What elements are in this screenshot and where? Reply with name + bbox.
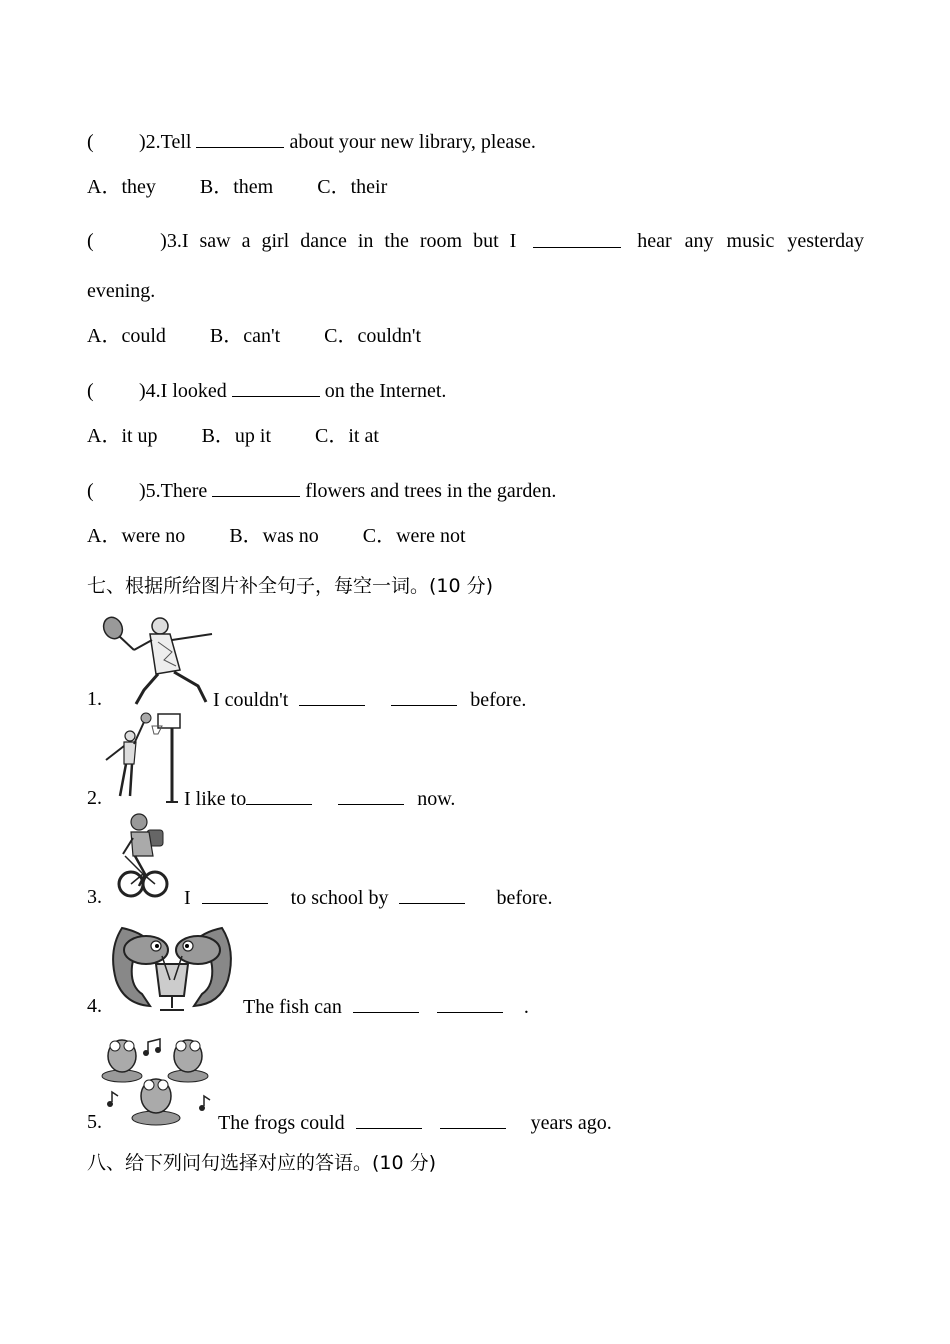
answer-blank[interactable] [353, 994, 419, 1013]
singing-frogs-icon [100, 1034, 218, 1130]
item-2-sentence [184, 786, 455, 811]
question-5-options [87, 524, 466, 548]
section-8-heading: 八、给下列问句选择对应的答语。(10 分) [87, 1152, 437, 1174]
sentence-post: . [523, 996, 529, 1018]
sentence-post: before. [470, 689, 527, 711]
sentence-pre: I [184, 887, 191, 909]
answer-blank[interactable] [391, 687, 457, 706]
answer-blank[interactable] [212, 478, 300, 497]
option-a: A．it up [87, 425, 158, 447]
question-3 [87, 229, 864, 253]
answer-blank[interactable] [196, 129, 284, 148]
option-b: B．was no [229, 525, 319, 547]
item-1-number: 1. [87, 688, 102, 710]
option-c: C．couldn't [324, 325, 422, 347]
fish-drinking-icon [102, 920, 242, 1016]
question-2-options [87, 175, 387, 199]
badminton-player-icon [100, 612, 215, 708]
sentence-post: years ago. [530, 1112, 612, 1134]
question-stem-post: hear any music yesterday [637, 230, 864, 252]
sentence-pre: I like to [184, 788, 247, 810]
item-4-number: 4. [87, 995, 102, 1017]
answer-blank[interactable] [356, 1110, 422, 1129]
sentence-mid: to school by [290, 887, 389, 909]
item-3-sentence [184, 885, 553, 910]
question-4-options [87, 424, 379, 448]
answer-paren: ( [87, 131, 94, 153]
answer-paren: ( [87, 230, 94, 252]
sentence-post: now. [417, 788, 456, 810]
option-a: A．they [87, 176, 156, 198]
answer-blank[interactable] [533, 229, 621, 248]
sentence-pre: The fish can [243, 996, 342, 1018]
basketball-player-icon [100, 712, 185, 806]
question-2 [87, 129, 536, 154]
answer-paren: ( [87, 380, 94, 402]
question-stem-pre: )3.I saw a girl dance in the room but I [160, 230, 517, 252]
item-5-number: 5. [87, 1111, 102, 1133]
answer-blank[interactable] [440, 1110, 506, 1129]
sentence-pre: The frogs could [218, 1112, 345, 1134]
question-3-cont: evening. [87, 280, 156, 302]
question-stem-post: on the Internet. [324, 380, 447, 402]
answer-blank[interactable] [299, 687, 365, 706]
option-c: C．it at [315, 425, 379, 447]
sentence-pre: I couldn't [213, 689, 289, 711]
question-stem-pre: )2.Tell [139, 131, 192, 153]
question-5 [87, 478, 556, 503]
option-b: B．them [199, 176, 274, 198]
answer-blank[interactable] [246, 786, 312, 805]
option-a: A．could [87, 325, 166, 347]
section-7-heading: 七、根据所给图片补全句子，每空一词。(10 分) [87, 575, 494, 597]
question-3-options [87, 324, 421, 348]
option-b: B．can't [209, 325, 281, 347]
answer-blank[interactable] [399, 885, 465, 904]
answer-blank[interactable] [232, 378, 320, 397]
question-stem-pre: )5.There [139, 480, 208, 502]
option-a: A．were no [87, 525, 186, 547]
question-stem-post: flowers and trees in the garden. [305, 480, 557, 502]
item-1-sentence [213, 687, 526, 712]
item-5-sentence [218, 1110, 612, 1135]
answer-blank[interactable] [202, 885, 268, 904]
question-stem-post: about your new library, please. [289, 131, 536, 153]
answer-blank[interactable] [338, 786, 404, 805]
option-c: C．were not [362, 525, 466, 547]
cyclist-icon [117, 812, 169, 904]
option-b: B．up it [201, 425, 272, 447]
answer-paren: ( [87, 480, 94, 502]
sentence-post: before. [496, 887, 553, 909]
item-3-number: 3. [87, 886, 102, 908]
answer-blank[interactable] [437, 994, 503, 1013]
question-stem-pre: )4.I looked [139, 380, 227, 402]
option-c: C．their [317, 176, 388, 198]
question-4 [87, 378, 446, 403]
item-4-sentence [243, 994, 529, 1019]
item-2-number: 2. [87, 787, 102, 809]
